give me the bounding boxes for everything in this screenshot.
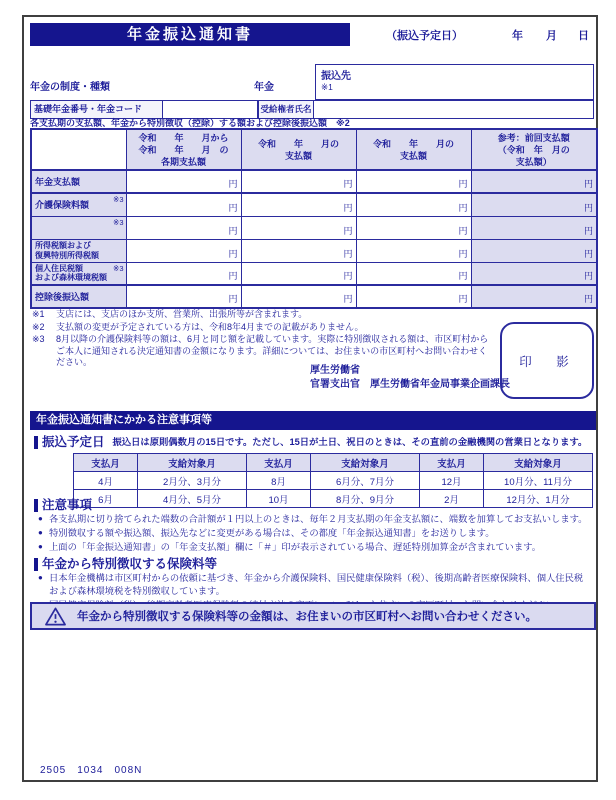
row-label: 所得税額および [35,241,91,250]
table-row-net-transfer [31,285,597,308]
basic-pension-number-label: 基礎年金番号・年金コード [31,101,163,118]
header-period: 令和 年 月から 令和 年 月 の 各期支払額 [126,129,241,170]
amount-cell [356,193,471,216]
row-label-line2: 復興特別所得税額 [35,250,99,260]
document-title: 年金振込通知書 [126,26,253,43]
warning-icon [44,606,67,627]
footnote-2: ※2 支払額の変更が予定されている方は、令和8年4月までの記載がありません。 [32,321,364,332]
seal-box [500,322,594,399]
table-row-income-tax [31,239,597,262]
yen-unit: 円 [228,248,238,259]
row-label: 個人住民税額 [35,263,83,273]
amount-cell-previous [471,193,597,216]
form-code: 2505 1034 008N [40,765,143,776]
caution-item: ● 各支払期に切り捨てられた端数の合計額が１円以上のときは、毎年２月支払期の年金支払額に、端数を加算してお支払いします。 [38,514,588,524]
amount-cell [356,216,471,239]
amount-cell [241,216,356,239]
months-table-row: 6月 4月分、5月分 10月 8月分、9月分 2月 12月分、1月分 [74,490,593,508]
issuer [310,364,510,392]
document-title-bar [30,23,350,46]
section-marker [34,436,38,449]
premium-item: ● 日本年金機構は市区町村からの依頼に基づき、年金から介護保険料、国民健康保険料（税）、後期高齢者医療保険料、個人住民税および森林環境税を特別徴収しています。 [38,573,584,596]
footnotes [32,309,490,370]
yen-unit: 円 [583,202,593,213]
warning-banner [30,602,596,630]
yen-unit: 円 [228,179,238,189]
yen-unit: 円 [343,294,353,304]
amount-cell [126,285,241,308]
months-table-header-row: 支払月 支給対象月 支払月 支給対象月 支払月 支給対象月 [74,454,593,472]
amount-cell [126,216,241,239]
row-label-line2: および森林環境税額 [35,273,107,283]
yen-unit: 円 [343,202,353,213]
issuer-line1: 厚生労働省 [310,365,360,376]
row-label: 控除後振込額 [35,292,90,302]
amount-cell [126,262,241,285]
recipient-name-label: 受給権者氏名 [258,100,314,119]
yen-unit: 円 [458,294,468,304]
amount-cell [241,170,356,193]
warning-text: 年金から特別徴収する保険料等の金額は、お住まいの市区町村へお問い合わせください。 [77,611,537,623]
amount-cell [356,285,471,308]
row-note: ※3 [113,263,124,273]
bullet-icon: ● [38,573,43,582]
recipient-name-value [313,100,594,119]
seal-label: 印 影 [519,354,575,369]
payment-months-table [73,453,593,508]
planned-date-year-unit: 年 [512,30,523,42]
section-marker [34,558,38,571]
yen-unit: 円 [228,271,238,281]
yen-unit: 円 [458,225,468,236]
footnote-1: ※1 支店には、支店のほか支所、営業所、出張所等が含まれます。 [32,309,308,319]
premiums-section [34,557,217,571]
cautions-list [38,513,590,555]
transfer-destination-field [315,64,594,100]
months-table-row: 4月 2月分、3月分 8月 6月分、7月分 12月 10月分、11月分 [74,472,593,490]
amount-cell-previous [471,170,597,193]
caution-item: ● 上面の「年金振込通知書」の「年金支払額」欄に「＃」印が表示されている場合、遅延特別加算金が含まれています。 [38,542,541,552]
yen-unit: 円 [343,179,353,189]
amount-cell-previous [471,239,597,262]
transfer-date-section [34,434,594,449]
payment-table-header-row [31,129,597,170]
yen-unit: 円 [458,248,468,259]
table-row-care-insurance [31,193,597,216]
transfer-destination-note: ※1 [321,82,333,92]
amount-cell [126,193,241,216]
yen-unit: 円 [343,271,353,281]
yen-unit: 円 [583,248,593,259]
amount-cell [241,285,356,308]
yen-unit: 円 [343,248,353,259]
amount-cell [356,239,471,262]
yen-unit: 円 [228,225,238,236]
amount-cell [241,262,356,285]
row-label: 年金支払額 [35,177,81,187]
table-row-blank [31,216,597,239]
yen-unit: 円 [228,202,238,213]
planned-date-day-unit: 日 [578,30,589,42]
table-row-pension-amount [31,170,597,193]
bullet-icon: ● [38,542,43,551]
header-blank-cell [31,129,126,170]
amount-cell [126,239,241,262]
yen-unit: 円 [583,294,593,304]
transfer-date-heading: 振込予定日 [42,435,105,449]
amount-cell-previous [471,262,597,285]
notice-section-header: 年金振込通知書にかかる注意事項等 [30,411,596,430]
cautions-section [34,498,92,512]
yen-unit: 円 [458,202,468,213]
pension-type-label: 年金の制度・種類 [30,82,110,93]
row-note: ※3 [113,195,124,204]
amount-cell [356,170,471,193]
section-marker [34,499,38,512]
yen-unit: 円 [458,179,468,189]
transfer-date-description: 振込日は原則偶数月の15日です。ただし、15日が土日、祝日のときは、その直前の金融機関の営業日となります。 [112,437,588,447]
amount-cell-previous [471,216,597,239]
yen-unit: 円 [343,225,353,236]
amount-cell [356,262,471,285]
transfer-destination-label: 振込先 [321,71,351,82]
document-page [22,15,598,782]
pension-label: 年金 [254,82,274,93]
issuer-line2: 官署支出官 厚生労働省年金局事業企画課長 [310,379,510,390]
row-note: ※3 [113,217,124,227]
payment-table-caption: 各支払期の支払額、年金から特別徴収（控除）する額および控除後振込額 ※2 [30,118,350,128]
amount-cell-previous [471,285,597,308]
premiums-heading: 年金から特別徴収する保険料等 [42,557,218,571]
header-month1: 令和 年 月の 支払額 [241,129,356,170]
yen-unit: 円 [458,271,468,281]
footnote-3: ※3 8月以降の介護保険料等の額は、6月と同じ額を記載しています。実際に特別徴収される額は、市区町村からご本人に通知される決定通知書の金額になります。詳細については、お住まいの市区町村へお問い合わせください。 [32,334,489,367]
planned-transfer-date-label: （振込予定日） [386,30,463,42]
planned-date-month-unit: 月 [546,30,557,42]
row-label: 介護保険料額 [35,200,90,211]
amount-cell [126,170,241,193]
yen-unit: 円 [583,225,593,236]
amount-cell [241,239,356,262]
amount-cell [241,193,356,216]
bullet-icon: ● [38,514,43,523]
cautions-heading: 注意事項 [42,498,93,512]
table-row-resident-tax [31,262,597,285]
payment-table [30,128,598,309]
header-previous-payment: 参考：前回支払額 （令和 年 月の 支払額） [471,129,597,170]
yen-unit: 円 [583,179,593,189]
caution-item: ● 特別徴収する額や振込額、振込先などに変更がある場合は、その都度「年金振込通知書」をお送りします。 [38,528,495,538]
bullet-icon: ● [38,528,43,537]
yen-unit: 円 [583,271,593,281]
header-month2: 令和 年 月の 支払額 [356,129,471,170]
yen-unit: 円 [228,294,238,304]
